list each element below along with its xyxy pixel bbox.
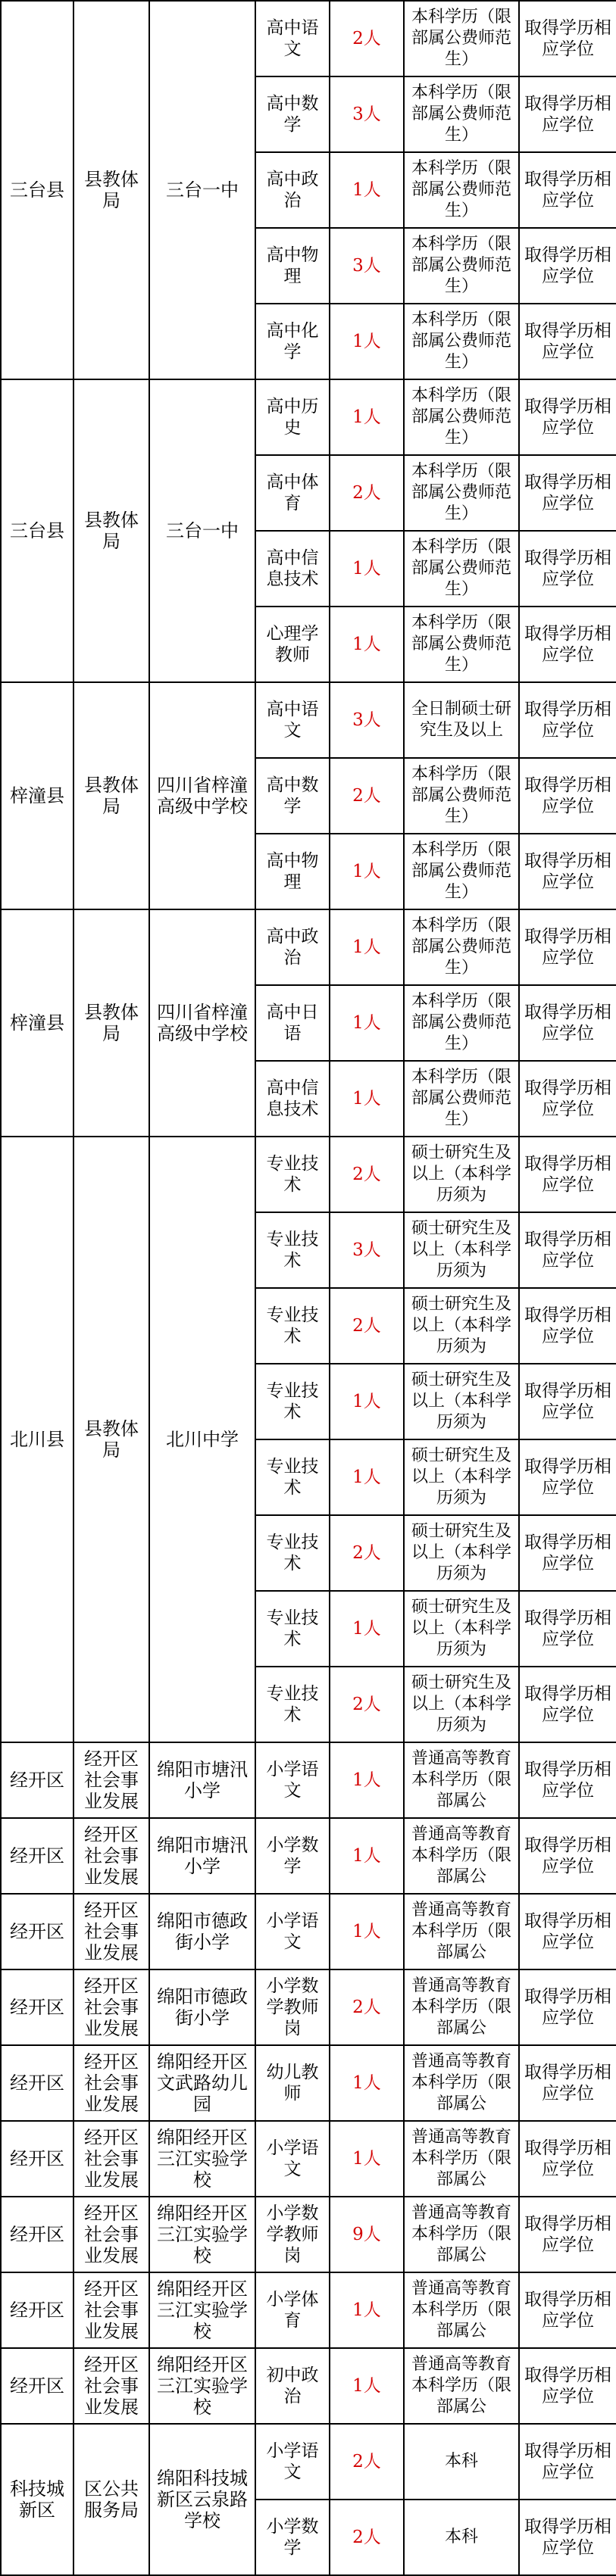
post-cell: 高中信息技术 xyxy=(255,531,330,607)
department-cell: 县教体局 xyxy=(73,1,149,379)
region-cell: 经开区 xyxy=(1,1969,73,2045)
post-cell: 专业技术 xyxy=(255,1439,330,1515)
degree-cell: 取得学历相应学位 xyxy=(519,2500,616,2575)
region-cell: 北川县 xyxy=(1,1137,73,1742)
degree-cell: 取得学历相应学位 xyxy=(519,531,616,607)
requirement-cell: 硕士研究生及以上（本科学历须为 xyxy=(404,1515,519,1591)
degree-cell: 取得学历相应学位 xyxy=(519,152,616,228)
requirement-cell: 硕士研究生及以上（本科学历须为 xyxy=(404,1591,519,1667)
department-cell: 经开区社会事业发展 xyxy=(73,2272,149,2348)
post-cell: 小学语文 xyxy=(255,1894,330,1969)
requirement-cell: 本科学历（限部属公费师范生） xyxy=(404,758,519,834)
requirement-cell: 普通高等教育本科学历（限部属公 xyxy=(404,2272,519,2348)
degree-cell: 取得学历相应学位 xyxy=(519,1667,616,1742)
post-cell: 高中物理 xyxy=(255,834,330,909)
post-cell: 专业技术 xyxy=(255,1364,330,1439)
school-cell: 绵阳科技城新区云泉路学校 xyxy=(149,2424,255,2575)
count-cell: 1人 xyxy=(330,2045,404,2121)
region-cell: 经开区 xyxy=(1,2045,73,2121)
requirement-cell: 本科学历（限部属公费师范生） xyxy=(404,76,519,152)
degree-cell: 取得学历相应学位 xyxy=(519,682,616,758)
post-cell: 专业技术 xyxy=(255,1591,330,1667)
degree-cell: 取得学历相应学位 xyxy=(519,1137,616,1212)
school-cell: 绵阳经开区三江实验学校 xyxy=(149,2348,255,2424)
region-cell: 经开区 xyxy=(1,2197,73,2272)
degree-cell: 取得学历相应学位 xyxy=(519,1818,616,1894)
school-cell: 绵阳经开区三江实验学校 xyxy=(149,2121,255,2197)
requirement-cell: 硕士研究生及以上（本科学历须为 xyxy=(404,1212,519,1288)
degree-cell: 取得学历相应学位 xyxy=(519,1,616,76)
region-cell: 经开区 xyxy=(1,2272,73,2348)
table-row xyxy=(1,1,616,76)
post-cell: 高中语文 xyxy=(255,682,330,758)
school-cell: 绵阳市塘汛小学 xyxy=(149,1742,255,1818)
degree-cell: 取得学历相应学位 xyxy=(519,834,616,909)
requirement-cell: 本科学历（限部属公费师范生） xyxy=(404,607,519,682)
table-row xyxy=(1,2348,616,2424)
degree-cell: 取得学历相应学位 xyxy=(519,1061,616,1137)
degree-cell: 取得学历相应学位 xyxy=(519,228,616,304)
degree-cell: 取得学历相应学位 xyxy=(519,304,616,379)
count-cell: 2人 xyxy=(330,2500,404,2575)
school-cell: 绵阳市塘汛小学 xyxy=(149,1818,255,1894)
requirement-cell: 普通高等教育本科学历（限部属公 xyxy=(404,2348,519,2424)
post-cell: 初中政治 xyxy=(255,2348,330,2424)
degree-cell: 取得学历相应学位 xyxy=(519,1742,616,1818)
degree-cell: 取得学历相应学位 xyxy=(519,76,616,152)
school-cell: 北川中学 xyxy=(149,1137,255,1742)
table-row xyxy=(1,1137,616,1212)
school-cell: 四川省梓潼高级中学校 xyxy=(149,682,255,909)
department-cell: 县教体局 xyxy=(73,1137,149,1742)
count-cell: 2人 xyxy=(330,758,404,834)
post-cell: 高中日语 xyxy=(255,985,330,1061)
count-cell: 1人 xyxy=(330,379,404,455)
post-cell: 专业技术 xyxy=(255,1137,330,1212)
post-cell: 高中历史 xyxy=(255,379,330,455)
requirement-cell: 本科 xyxy=(404,2500,519,2575)
requirement-cell: 本科学历（限部属公费师范生） xyxy=(404,152,519,228)
count-cell: 2人 xyxy=(330,455,404,531)
degree-cell: 取得学历相应学位 xyxy=(519,2272,616,2348)
post-cell: 高中体育 xyxy=(255,455,330,531)
requirement-cell: 普通高等教育本科学历（限部属公 xyxy=(404,1894,519,1969)
requirement-cell: 硕士研究生及以上（本科学历须为 xyxy=(404,1137,519,1212)
school-cell: 绵阳市德政街小学 xyxy=(149,1969,255,2045)
requirement-cell: 硕士研究生及以上（本科学历须为 xyxy=(404,1288,519,1364)
post-cell: 专业技术 xyxy=(255,1515,330,1591)
table-row xyxy=(1,2045,616,2121)
count-cell: 3人 xyxy=(330,228,404,304)
school-cell: 三台一中 xyxy=(149,379,255,682)
requirement-cell: 全日制硕士研究生及以上 xyxy=(404,682,519,758)
count-cell: 1人 xyxy=(330,152,404,228)
post-cell: 高中信息技术 xyxy=(255,1061,330,1137)
table-row xyxy=(1,2424,616,2500)
region-cell: 科技城新区 xyxy=(1,2424,73,2575)
count-cell: 1人 xyxy=(330,985,404,1061)
post-cell: 高中物理 xyxy=(255,228,330,304)
requirement-cell: 普通高等教育本科学历（限部属公 xyxy=(404,1818,519,1894)
department-cell: 经开区社会事业发展 xyxy=(73,1818,149,1894)
count-cell: 1人 xyxy=(330,909,404,985)
count-cell: 2人 xyxy=(330,1667,404,1742)
table-row xyxy=(1,379,616,455)
region-cell: 经开区 xyxy=(1,1894,73,1969)
department-cell: 经开区社会事业发展 xyxy=(73,2197,149,2272)
post-cell: 小学语文 xyxy=(255,2121,330,2197)
count-cell: 2人 xyxy=(330,2424,404,2500)
degree-cell: 取得学历相应学位 xyxy=(519,758,616,834)
school-cell: 绵阳经开区三江实验学校 xyxy=(149,2272,255,2348)
requirement-cell: 本科学历（限部属公费师范生） xyxy=(404,455,519,531)
count-cell: 1人 xyxy=(330,304,404,379)
degree-cell: 取得学历相应学位 xyxy=(519,1591,616,1667)
requirement-cell: 普通高等教育本科学历（限部属公 xyxy=(404,1742,519,1818)
count-cell: 3人 xyxy=(330,76,404,152)
requirement-cell: 硕士研究生及以上（本科学历须为 xyxy=(404,1667,519,1742)
count-cell: 2人 xyxy=(330,1969,404,2045)
post-cell: 小学数学教师岗 xyxy=(255,1969,330,2045)
count-cell: 1人 xyxy=(330,2348,404,2424)
requirement-cell: 本科学历（限部属公费师范生） xyxy=(404,834,519,909)
requirement-cell: 硕士研究生及以上（本科学历须为 xyxy=(404,1439,519,1515)
requirement-cell: 本科 xyxy=(404,2424,519,2500)
count-cell: 9人 xyxy=(330,2197,404,2272)
requirement-cell: 硕士研究生及以上（本科学历须为 xyxy=(404,1364,519,1439)
degree-cell: 取得学历相应学位 xyxy=(519,1212,616,1288)
requirement-cell: 普通高等教育本科学历（限部属公 xyxy=(404,1969,519,2045)
post-cell: 高中语文 xyxy=(255,1,330,76)
school-cell: 绵阳经开区文武路幼儿园 xyxy=(149,2045,255,2121)
requirement-cell: 本科学历（限部属公费师范生） xyxy=(404,228,519,304)
table-row xyxy=(1,909,616,985)
count-cell: 1人 xyxy=(330,1818,404,1894)
region-cell: 三台县 xyxy=(1,379,73,682)
department-cell: 经开区社会事业发展 xyxy=(73,2045,149,2121)
post-cell: 高中数学 xyxy=(255,76,330,152)
degree-cell: 取得学历相应学位 xyxy=(519,2424,616,2500)
school-cell: 三台一中 xyxy=(149,1,255,379)
count-cell: 2人 xyxy=(330,1515,404,1591)
count-cell: 1人 xyxy=(330,1439,404,1515)
post-cell: 高中政治 xyxy=(255,152,330,228)
table-row xyxy=(1,2121,616,2197)
department-cell: 经开区社会事业发展 xyxy=(73,2121,149,2197)
post-cell: 高中政治 xyxy=(255,909,330,985)
table-row xyxy=(1,1818,616,1894)
count-cell: 1人 xyxy=(330,531,404,607)
degree-cell: 取得学历相应学位 xyxy=(519,2045,616,2121)
count-cell: 1人 xyxy=(330,2121,404,2197)
post-cell: 小学体育 xyxy=(255,2272,330,2348)
post-cell: 高中化学 xyxy=(255,304,330,379)
count-cell: 1人 xyxy=(330,834,404,909)
count-cell: 1人 xyxy=(330,1591,404,1667)
department-cell: 县教体局 xyxy=(73,909,149,1137)
requirement-cell: 本科学历（限部属公费师范生） xyxy=(404,531,519,607)
count-cell: 3人 xyxy=(330,682,404,758)
table-row xyxy=(1,2272,616,2348)
department-cell: 区公共服务局 xyxy=(73,2424,149,2575)
count-cell: 2人 xyxy=(330,1,404,76)
degree-cell: 取得学历相应学位 xyxy=(519,909,616,985)
post-cell: 心理学教师 xyxy=(255,607,330,682)
post-cell: 小学数学教师岗 xyxy=(255,2197,330,2272)
requirement-cell: 普通高等教育本科学历（限部属公 xyxy=(404,2197,519,2272)
requirement-cell: 普通高等教育本科学历（限部属公 xyxy=(404,2121,519,2197)
requirement-cell: 本科学历（限部属公费师范生） xyxy=(404,1,519,76)
post-cell: 小学数学 xyxy=(255,2500,330,2575)
region-cell: 经开区 xyxy=(1,1742,73,1818)
degree-cell: 取得学历相应学位 xyxy=(519,2348,616,2424)
school-cell: 绵阳市德政街小学 xyxy=(149,1894,255,1969)
degree-cell: 取得学历相应学位 xyxy=(519,607,616,682)
department-cell: 经开区社会事业发展 xyxy=(73,2348,149,2424)
region-cell: 经开区 xyxy=(1,2121,73,2197)
degree-cell: 取得学历相应学位 xyxy=(519,1288,616,1364)
degree-cell: 取得学历相应学位 xyxy=(519,1439,616,1515)
requirement-cell: 普通高等教育本科学历（限部属公 xyxy=(404,2045,519,2121)
degree-cell: 取得学历相应学位 xyxy=(519,1894,616,1969)
school-cell: 四川省梓潼高级中学校 xyxy=(149,909,255,1137)
degree-cell: 取得学历相应学位 xyxy=(519,379,616,455)
post-cell: 专业技术 xyxy=(255,1288,330,1364)
count-cell: 2人 xyxy=(330,1288,404,1364)
post-cell: 小学语文 xyxy=(255,1742,330,1818)
department-cell: 经开区社会事业发展 xyxy=(73,1742,149,1818)
degree-cell: 取得学历相应学位 xyxy=(519,455,616,531)
department-cell: 县教体局 xyxy=(73,682,149,909)
department-cell: 县教体局 xyxy=(73,379,149,682)
post-cell: 高中数学 xyxy=(255,758,330,834)
degree-cell: 取得学历相应学位 xyxy=(519,2197,616,2272)
school-cell: 绵阳经开区三江实验学校 xyxy=(149,2197,255,2272)
department-cell: 经开区社会事业发展 xyxy=(73,1969,149,2045)
degree-cell: 取得学历相应学位 xyxy=(519,985,616,1061)
region-cell: 经开区 xyxy=(1,2348,73,2424)
count-cell: 1人 xyxy=(330,1894,404,1969)
region-cell: 三台县 xyxy=(1,1,73,379)
degree-cell: 取得学历相应学位 xyxy=(519,1969,616,2045)
post-cell: 专业技术 xyxy=(255,1212,330,1288)
count-cell: 1人 xyxy=(330,2272,404,2348)
table-row xyxy=(1,1969,616,2045)
count-cell: 1人 xyxy=(330,1061,404,1137)
post-cell: 幼儿教师 xyxy=(255,2045,330,2121)
requirement-cell: 本科学历（限部属公费师范生） xyxy=(404,1061,519,1137)
requirement-cell: 本科学历（限部属公费师范生） xyxy=(404,379,519,455)
degree-cell: 取得学历相应学位 xyxy=(519,2121,616,2197)
count-cell: 1人 xyxy=(330,607,404,682)
requirement-cell: 本科学历（限部属公费师范生） xyxy=(404,909,519,985)
table-row xyxy=(1,2197,616,2272)
degree-cell: 取得学历相应学位 xyxy=(519,1364,616,1439)
count-cell: 1人 xyxy=(330,1742,404,1818)
post-cell: 小学语文 xyxy=(255,2424,330,2500)
department-cell: 经开区社会事业发展 xyxy=(73,1894,149,1969)
requirement-cell: 本科学历（限部属公费师范生） xyxy=(404,985,519,1061)
count-cell: 3人 xyxy=(330,1212,404,1288)
requirement-cell: 本科学历（限部属公费师范生） xyxy=(404,304,519,379)
region-cell: 经开区 xyxy=(1,1818,73,1894)
table-row xyxy=(1,1894,616,1969)
table-row xyxy=(1,682,616,758)
post-cell: 专业技术 xyxy=(255,1667,330,1742)
post-cell: 小学数学 xyxy=(255,1818,330,1894)
count-cell: 2人 xyxy=(330,1137,404,1212)
degree-cell: 取得学历相应学位 xyxy=(519,1515,616,1591)
count-cell: 1人 xyxy=(330,1364,404,1439)
table-row xyxy=(1,1742,616,1818)
region-cell: 梓潼县 xyxy=(1,682,73,909)
region-cell: 梓潼县 xyxy=(1,909,73,1137)
